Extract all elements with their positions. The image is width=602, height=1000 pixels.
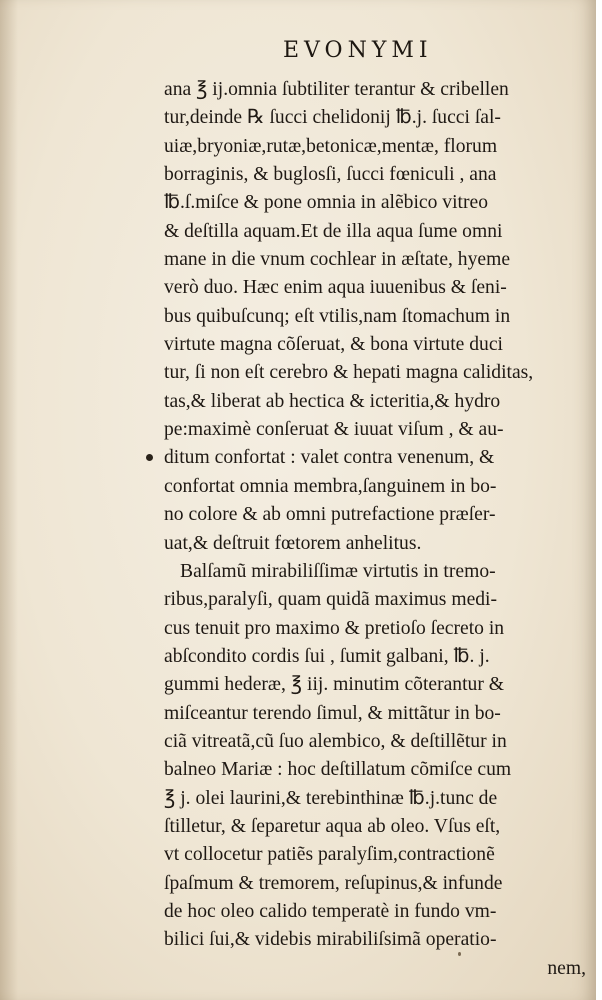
text-line: confortat omnia membra,ſanguinem in bo- [164, 475, 497, 497]
text-line: mane in die vnum cochlear in æſtate, hyeme [164, 249, 511, 271]
text-line: tur, ſi non eſt cerebro & hepati magna caliditas, [164, 362, 534, 384]
text-line: ditum confortat : valet contra venenum, & [164, 447, 495, 469]
running-head: EVONYMI [283, 38, 433, 63]
text-line: vt collocetur patiẽs paralyſim,contractionẽ [164, 844, 495, 866]
text-line: virtute magna cõſeruat, & bona virtute duci [164, 334, 503, 356]
text-line: borraginis, & buglosſi, ſucci fœniculi , ana [164, 164, 497, 186]
body-text [164, 76, 592, 983]
text-line: uat,& deſtruit fœtorem anhelitus. [164, 532, 422, 554]
paragraph-start-line: Balſamũ mirabiliſſimæ virtutis in tremo- [180, 560, 496, 582]
marginal-bullet-mark [146, 454, 153, 461]
text-line: bilici ſui,& videbis mirabiliſsimã operatio- [164, 929, 497, 951]
text-line: uiæ,bryoniæ,rutæ,betonicæ,mentæ, florum [164, 135, 498, 157]
text-line: ℥ j. olei laurini,& terebinthinæ ℔.j.tunc de [164, 787, 498, 809]
text-line: gummi hederæ, ℥ iij. minutim cõterantur & [164, 674, 505, 696]
text-line: ribus,paralyſi, quam quidã maximus medi- [164, 589, 498, 611]
text-line: tur,deinde ℞ ſucci chelidonij ℔.j. ſucci ſal- [164, 107, 501, 129]
text-line: balneo Mariæ : hoc deſtillatum cõmiſce cum [164, 759, 512, 781]
text-line: ℔.ſ.miſce & pone omnia in alẽbico vitreo [164, 192, 488, 214]
gutter-shadow [0, 0, 18, 1000]
text-line: no colore & ab omni putrefactione præſer- [164, 504, 496, 526]
text-line: verò duo. Hæc enim aqua iuuenibus & ſeni- [164, 277, 507, 299]
text-line: ſtilletur, & ſeparetur aqua ab oleo. Vſus eſt, [164, 815, 501, 837]
text-line: cus tenuit pro maximo & pretioſo ſecreto in [164, 617, 505, 639]
text-line: bus quibuſcunq; eſt vtilis,nam ſtomachum in [164, 305, 511, 327]
text-line: & deſtilla aquam.Et de illa aqua ſume omni [164, 220, 503, 242]
text-line: de hoc oleo calido temperatè in fundo vm- [164, 900, 497, 922]
text-line: tas,& liberat ab hectica & icteritia,& hydro [164, 390, 501, 412]
final-line: nem, [547, 957, 586, 979]
text-line: ſpaſmum & tremorem, reſupinus,& infunde [164, 872, 503, 894]
text-line: miſceantur terendo ſimul, & mittãtur in bo- [164, 702, 501, 724]
text-line: pe:maximè conſeruat & iuuat viſum , & au- [164, 419, 504, 441]
text-line: ciã vitreatã,cũ ſuo alembico, & deſtillẽtur in [164, 730, 507, 752]
text-line: abſcondito cordis ſui , ſumit galbani, ℔. j. [164, 645, 490, 667]
text-line: ana ℥ ij.omnia ſubtiliter terantur & cribellen [164, 79, 509, 100]
